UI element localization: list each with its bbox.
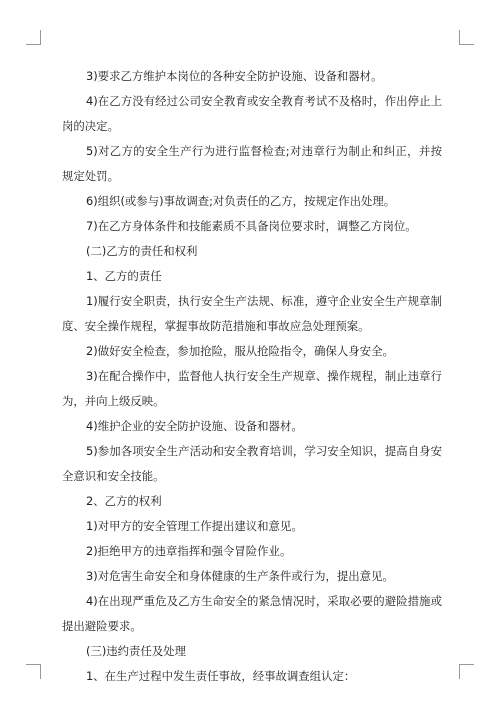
paragraph-duty-4: 4)在乙方没有经过公司安全教育或安全教育考试不及格时，作出停止上岗的决定。 (62, 94, 442, 133)
paragraph-b-right-4: 4)在出现严重危及乙方生命安全的紧急情况时，采取必要的避险措施或提出避险要求。 (62, 594, 442, 633)
subheading-party-b-rights: 2、乙方的权利 (86, 494, 162, 508)
subheading-party-b-duties: 1、乙方的责任 (86, 269, 162, 283)
paragraph-b-duty-5: 5)参加各项安全生产活动和安全教育培训，学习安全知识，提高自身安全意识和安全技能。 (62, 444, 442, 483)
crop-mark-top-right (459, 30, 474, 45)
paragraph-b-right-1: 1)对甲方的安全管理工作提出建议和意见。 (86, 519, 303, 533)
crop-mark-bottom-left (26, 664, 41, 679)
paragraph-breach-1: 1、在生产过程中发生责任事故，经事故调查组认定： (86, 669, 356, 683)
paragraph-b-duty-1: 1)履行安全职责，执行安全生产法规、标准，遵守企业安全生产规章制度、安全操作规程，掌握事故防范措施和事故应急处理预案。 (62, 294, 442, 333)
crop-mark-top-left (26, 30, 41, 45)
paragraph-duty-5: 5)对乙方的安全生产行为进行监督检查;对违章行为制止和纠正，并按规定处罚。 (62, 144, 442, 183)
section-heading-party-b: (二)乙方的责任和权利 (86, 244, 198, 258)
paragraph-b-right-2: 2)拒绝甲方的违章指挥和强令冒险作业。 (86, 544, 292, 558)
paragraph-b-right-3: 3)对危害生命安全和身体健康的生产条件或行为，提出意见。 (86, 569, 394, 583)
document-body (62, 64, 442, 689)
section-heading-breach: (三)违约责任及处理 (86, 644, 187, 658)
paragraph-duty-3: 3)要求乙方维护本岗位的各种安全防护设施、设备和器材。 (86, 69, 383, 83)
paragraph-b-duty-3: 3)在配合操作中，监督他人执行安全生产规章、操作规程，制止违章行为，并向上级反映。 (62, 369, 442, 408)
paragraph-duty-7: 7)在乙方身体条件和技能素质不具备岗位要求时，调整乙方岗位。 (86, 219, 417, 233)
crop-mark-bottom-right (459, 664, 474, 679)
paragraph-duty-6: 6)组织(或参与)事故调查;对负责任的乙方，按规定作出处理。 (86, 194, 396, 208)
paragraph-b-duty-2: 2)做好安全检查，参加抢险，服从抢险指令，确保人身安全。 (86, 344, 394, 358)
paragraph-b-duty-4: 4)维护企业的安全防护设施、设备和器材。 (86, 419, 303, 433)
